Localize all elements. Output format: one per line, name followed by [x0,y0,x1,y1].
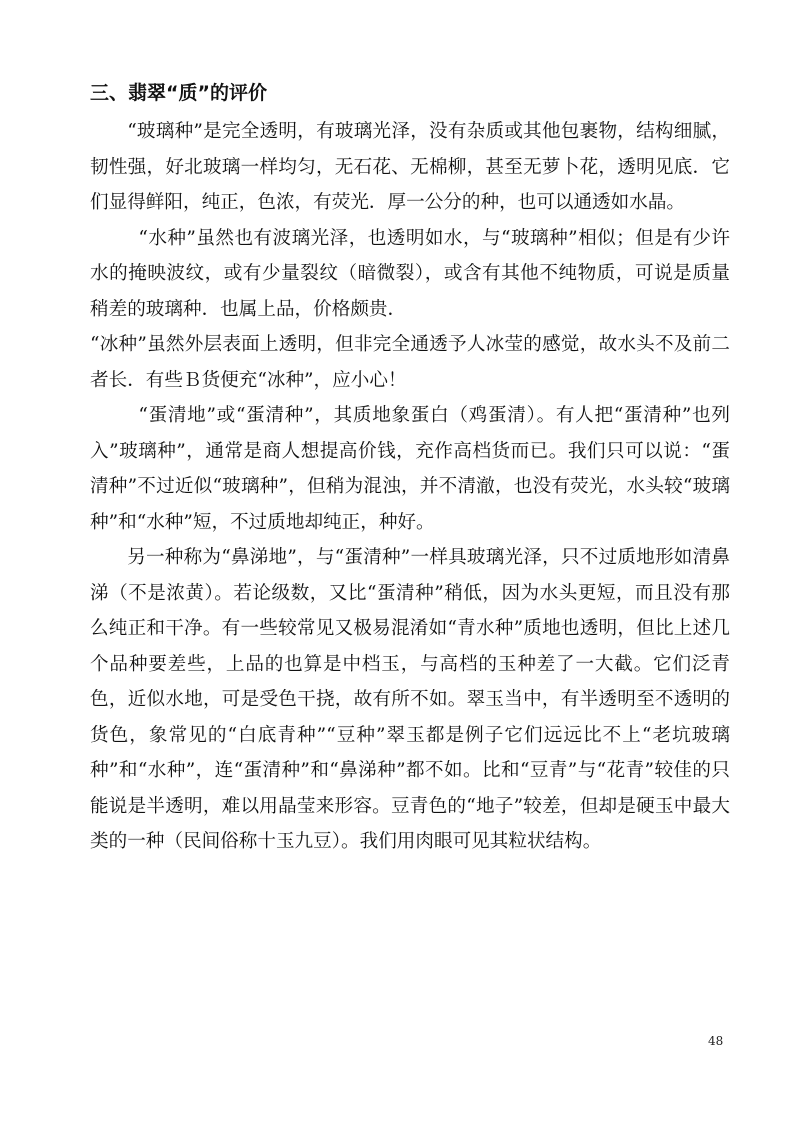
document-page [90,80,730,860]
section-heading: 三、翡翠“质”的评价 [90,82,267,104]
paragraph-glass-type: “玻璃种”是完全透明，有玻璃光泽，没有杂质或其他包裹物，结构细腻，韧性强，好北玻璃一样均匀，无石花、无棉柳，甚至无萝卜花，透明见底．它们显得鲜阳，纯正，色浓，有荧光．厚一公分的种，也可以通透如水晶。 [90,121,730,213]
page-number: 48 [708,1034,724,1048]
paragraph-nasal-type: 另一种称为“鼻涕地”，与“蛋清种”一样具玻璃光泽，只不过质地形如清鼻涕（不是浓黄）。若论级数，又比“蛋清种”稍低，因为水头更短，而且没有那么纯正和干净。有一些较常见又极易混淆如“青水种”质地也透明，但比上述几个品种要差些，上品的也算是中档玉，与高档的玉种差了一大截。它们泛青色，近似水地，可是受色干挠，故有所不如。翠玉当中，有半透明至不透明的货色，象常见的“白底青种”“豆种”翠玉都是例子它们远远比不上“老坑玻璃种”和“水种”，连“蛋清种”和“鼻涕种”都不如。比和“豆青”与“花青”较佳的只能说是半透明，难以用晶莹来形容。豆青色的“地子”较差，但却是硬玉中最大类的一种（民间俗称十玉九豆）。我们用肉眼可见其粒状结构。 [90,547,730,852]
paragraph-water-type: “水种”虽然也有波璃光泽，也透明如水，与“玻璃种”相似；但是有少许水的掩映波纹，或有少量裂纹（暗微裂），或含有其他不纯物质，可说是质量稍差的玻璃种．也属上品，价格颇贵． [90,227,730,320]
paragraph-ice-type: “冰种”虽然外层表面上透明，但非完全通透予人冰莹的感觉，故水头不及前二者长．有些Ｂ货便充“冰种”，应小心！ [90,334,730,391]
paragraph-egg-white-type: “蛋清地”或“蛋清种”，其质地象蛋白（鸡蛋清）。有人把“蛋清种”也列入”玻璃种”，通常是商人想提高价钱，充作高档货而已。我们只可以说：“蛋清种”不过近似“玻璃种”，但稍为混浊，并不清澈，也没有荧光，水头较“玻璃种”和“水种”短，不过质地却纯正，种好。 [90,405,730,533]
